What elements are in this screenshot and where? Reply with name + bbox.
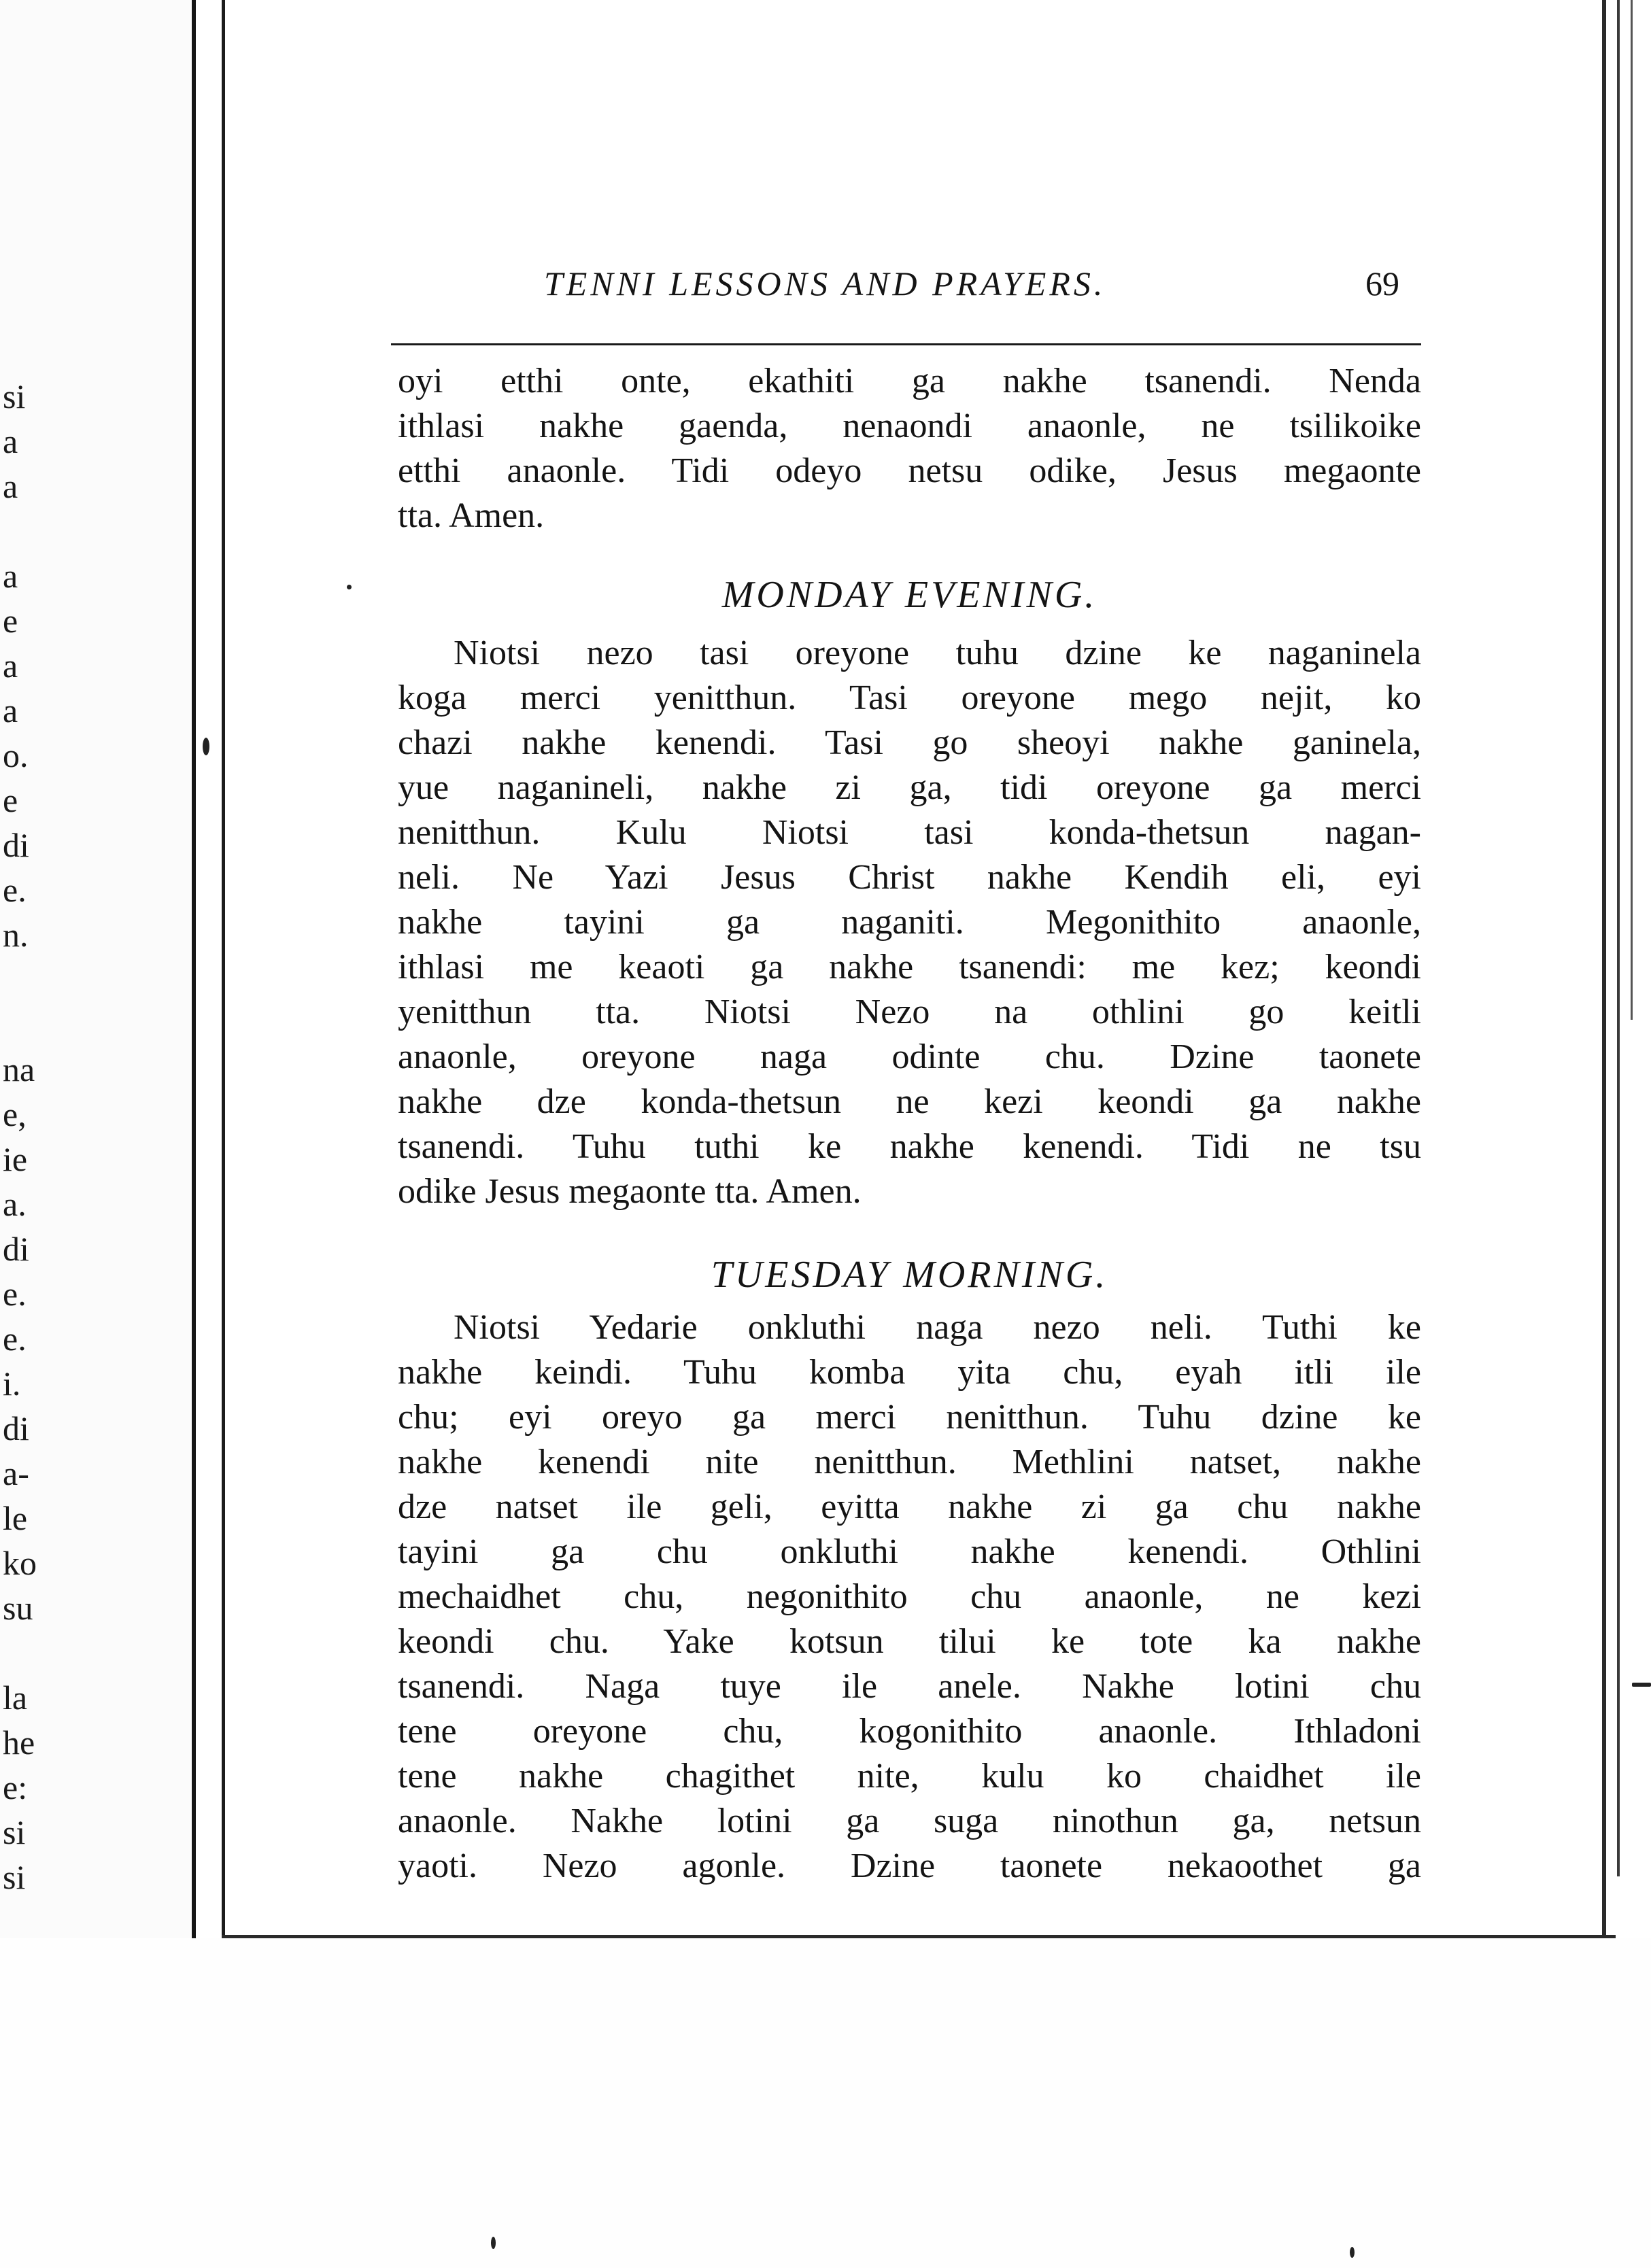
header-rule — [391, 343, 1421, 345]
text-line: tta. Amen. — [398, 496, 545, 535]
previous-page-fragment: a — [3, 422, 18, 460]
previous-page-fragment: di — [3, 1409, 29, 1447]
previous-page-fragment: a — [3, 691, 18, 729]
running-head: TENNI LESSONS AND PRAYERS. — [544, 264, 1106, 303]
previous-page-fragment: e. — [3, 871, 27, 909]
text-line: nakhe dze konda-thetsun ne kezi keondi ga nakhe — [398, 1082, 1421, 1121]
scan-speck — [347, 585, 352, 589]
previous-page-fragment: si — [3, 1858, 26, 1896]
text-line: keondi chu. Yake kotsun tilui ke tote ka nakhe — [398, 1622, 1421, 1661]
text-line: yenitthun tta. Niotsi Nezo na othlini go keitli — [398, 993, 1421, 1031]
text-line: Niotsi nezo tasi oreyone tuhu dzine ke naganinela — [454, 634, 1421, 672]
text-line: nakhe tayini ga naganiti. Megonithito anaonle, — [398, 903, 1421, 942]
section-heading-tuesday-morning: TUESDAY MORNING. — [711, 1254, 1108, 1296]
text-line: anaonle. Nakhe lotini ga suga ninothun ga, netsun — [398, 1802, 1421, 1840]
scan-speck — [1632, 1683, 1651, 1687]
page-right-edge — [1602, 0, 1606, 1938]
previous-page-fragment: la — [3, 1679, 28, 1717]
previous-page-fragment: e, — [3, 1095, 27, 1133]
text-line: nakhe kenendi nite nenitthun. Methlini natset, nakhe — [398, 1443, 1421, 1481]
previous-page-fragment: a. — [3, 1185, 27, 1223]
page-stack-edge — [1617, 0, 1620, 1876]
previous-page-fragment: na — [3, 1050, 35, 1088]
text-line: Niotsi Yedarie onkluthi naga nezo neli. Tuthi ke — [454, 1308, 1421, 1347]
text-line: nakhe keindi. Tuhu komba yita chu, eyah itli ile — [398, 1353, 1421, 1392]
previous-page-fragment: si — [3, 377, 26, 415]
text-line: anaonle, oreyone naga odinte chu. Dzine taonete — [398, 1037, 1421, 1076]
scan-speck — [203, 738, 209, 755]
text-line: tene oreyone chu, kogonithito anaonle. Ithladoni — [398, 1712, 1421, 1751]
text-line: odike Jesus megaonte tta. Amen. — [398, 1172, 862, 1211]
previous-page-fragment: ie — [3, 1140, 28, 1178]
continuation-paragraph — [398, 359, 1421, 538]
scan-speck — [491, 2237, 496, 2249]
text-line: chazi nakhe kenendi. Tasi go sheoyi nakhe ganinela, — [398, 723, 1421, 762]
previous-page-fragment: i. — [3, 1364, 21, 1403]
text-line: oyi etthi onte, ekathiti ga nakhe tsanendi. Nenda — [398, 362, 1421, 400]
section-heading-monday-evening: MONDAY EVENING. — [721, 574, 1097, 616]
previous-page-fragment: ko — [3, 1544, 37, 1582]
text-line: etthi anaonle. Tidi odeyo netsu odike, Jesus megaonte — [398, 451, 1421, 490]
previous-page-fragment: e — [3, 781, 18, 819]
previous-page-fragment: di — [3, 1230, 29, 1268]
previous-page-fragment: e. — [3, 1275, 27, 1313]
previous-page-fragment: o. — [3, 736, 29, 774]
text-line: koga merci yenitthun. Tasi oreyone mego nejit, ko — [398, 678, 1421, 717]
previous-page-fragment: su — [3, 1589, 33, 1627]
text-line: neli. Ne Yazi Jesus Christ nakhe Kendih eli, eyi — [398, 858, 1421, 897]
previous-page-fragment: di — [3, 826, 29, 864]
monday-evening-prayer — [398, 631, 1421, 1214]
previous-page-fragment: he — [3, 1723, 35, 1762]
tuesday-morning-prayer — [398, 1305, 1421, 1889]
text-line: chu; eyi oreyo ga merci nenitthun. Tuhu dzine ke — [398, 1398, 1421, 1437]
text-line: yue naganineli, nakhe zi ga, tidi oreyone ga merci — [398, 768, 1421, 807]
text-line: ithlasi me keaoti ga nakhe tsanendi: me kez; keondi — [398, 948, 1421, 986]
previous-page-fragment: e: — [3, 1768, 28, 1806]
text-line: ithlasi nakhe gaenda, nenaondi anaonle, ne tsilikoike — [398, 407, 1421, 445]
text-line: nenitthun. Kulu Niotsi tasi konda-thetsun nagan- — [398, 813, 1421, 852]
text-line: tsanendi. Naga tuye ile anele. Nakhe lotini chu — [398, 1667, 1421, 1706]
book-spine — [192, 0, 196, 2268]
text-line: yaoti. Nezo agonle. Dzine taonete nekaoothet ga — [398, 1846, 1421, 1885]
text-line: tsanendi. Tuhu tuthi ke nakhe kenendi. Tidi ne tsu — [398, 1127, 1421, 1166]
text-line: mechaidhet chu, negonithito chu anaonle, ne kezi — [398, 1577, 1421, 1616]
previous-page-fragment: a — [3, 647, 18, 685]
text-line: tene nakhe chagithet nite, kulu ko chaidhet ile — [398, 1757, 1421, 1796]
page-left-edge — [222, 0, 225, 1938]
previous-page-edge — [0, 0, 193, 2268]
scan-speck — [1350, 2247, 1355, 2258]
page-number: 69 — [1365, 264, 1399, 303]
previous-page-fragment: le — [3, 1499, 28, 1537]
page-stack-edge — [1631, 0, 1633, 1020]
previous-page-fragment: a — [3, 557, 18, 595]
scan-background — [0, 1938, 1651, 2268]
previous-page-fragment: a — [3, 467, 18, 505]
previous-page-fragment: e — [3, 602, 18, 640]
previous-page-fragment: a- — [3, 1454, 29, 1492]
previous-page-fragment: n. — [3, 916, 29, 954]
text-line: tayini ga chu onkluthi nakhe kenendi. Othlini — [398, 1532, 1421, 1571]
text-line: dze natset ile geli, eyitta nakhe zi ga chu nakhe — [398, 1488, 1421, 1526]
previous-page-fragment: e. — [3, 1320, 27, 1358]
previous-page-fragment: si — [3, 1813, 26, 1851]
